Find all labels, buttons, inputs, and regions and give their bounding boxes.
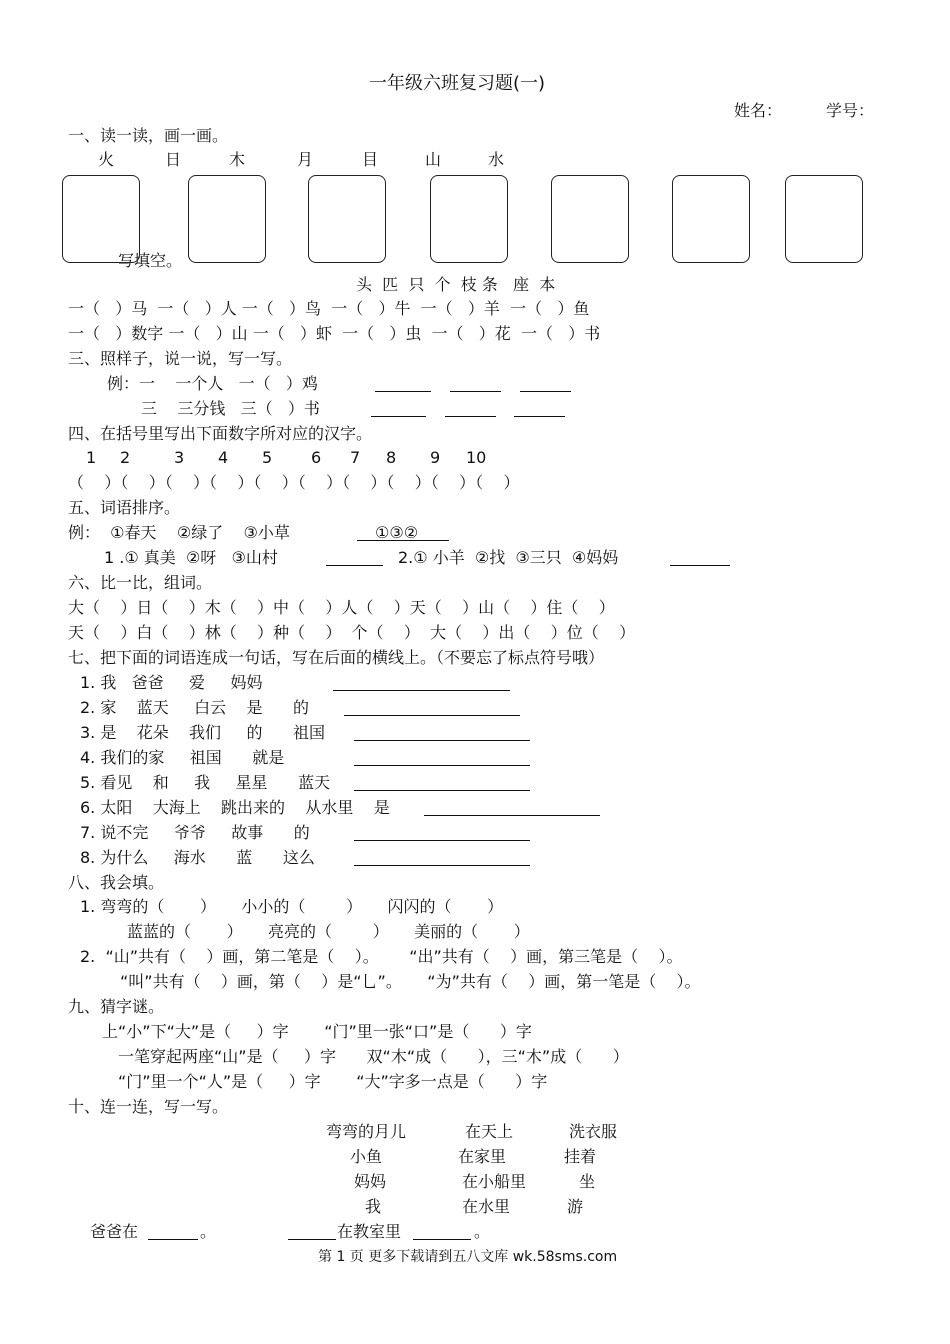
riddle-line-3: “门”里一个“人”是（ ）字 “大”字多一点是（ ）字 bbox=[118, 1072, 548, 1091]
section-3-heading: 三、照样子，说一说，写一写。 bbox=[68, 349, 293, 368]
answer-line[interactable] bbox=[670, 565, 730, 566]
match-middle-4[interactable]: 在水里 bbox=[462, 1197, 511, 1216]
name-label: 姓名： bbox=[734, 101, 783, 120]
char-3: 木 bbox=[229, 150, 246, 169]
answer-line[interactable] bbox=[344, 715, 520, 716]
fill-line-2: 蓝蓝的（ ） 亮亮的（ ） 美丽的（ ） bbox=[127, 922, 530, 941]
section-8-heading: 八、我会填。 bbox=[68, 873, 165, 892]
ordering-question-1: 1 .① 真美 ②呀 ③山村 bbox=[104, 548, 278, 567]
number-3: 3 bbox=[174, 448, 185, 467]
answer-line[interactable] bbox=[354, 865, 530, 866]
section-10-heading: 十、连一连，写一写。 bbox=[68, 1097, 229, 1116]
section-9-heading: 九、猜字谜。 bbox=[68, 997, 165, 1016]
student-id-label: 学号： bbox=[826, 101, 875, 120]
sentence-item-7: 7. 说不完 爷爷 故事 的 bbox=[80, 823, 310, 842]
write-sentence-2-middle: 在教室里 bbox=[337, 1222, 402, 1241]
ordering-question-2: 2.① 小羊 ②找 ③三只 ④妈妈 bbox=[398, 548, 619, 567]
sentence-item-2: 2. 家 蓝天 白云 是 的 bbox=[80, 698, 309, 717]
measure-row-1: 一（ ）马 一（ ）人 一（ ）鸟 一（ ）牛 一（ ）羊 一（ ）鱼 bbox=[68, 299, 590, 318]
answer-line[interactable] bbox=[520, 391, 571, 392]
answer-line[interactable] bbox=[354, 765, 530, 766]
example-line-2: 三 三分钱 三（ ）书 bbox=[141, 399, 320, 418]
riddle-line-2: 一笔穿起两座“山”是（ ）字 双“木“成（ ），三“木”成（ ） bbox=[118, 1047, 629, 1066]
sentence-item-8: 8. 为什么 海水 蓝 这么 bbox=[80, 848, 315, 867]
answer-line[interactable] bbox=[445, 416, 496, 417]
answer-line[interactable] bbox=[326, 565, 383, 566]
write-sentence-2-end: 。 bbox=[474, 1222, 491, 1241]
compare-row-2: 天（ ）白（ ）林（ ）种（ ） 个（ ） 大（ ）出（ ）位（ ） bbox=[68, 623, 636, 642]
number-9: 9 bbox=[430, 448, 441, 467]
number-7: 7 bbox=[350, 448, 361, 467]
answer-line[interactable] bbox=[413, 1239, 471, 1240]
answer-line[interactable] bbox=[424, 815, 600, 816]
section-5-heading: 五、词语排序。 bbox=[68, 498, 181, 517]
fill-line-3: 2. “山”共有（ ）画，第二笔是（ ）。 “出”共有（ ）画，第三笔是（ ）。 bbox=[80, 947, 683, 966]
ordering-example: 例： ①春天 ②绿了 ③小草 bbox=[68, 523, 290, 542]
answer-line[interactable] bbox=[333, 690, 510, 691]
match-right-3[interactable]: 坐 bbox=[579, 1172, 596, 1191]
match-right-4[interactable]: 游 bbox=[567, 1197, 584, 1216]
match-left-4[interactable]: 我 bbox=[365, 1197, 382, 1216]
answer-line[interactable] bbox=[354, 790, 530, 791]
drawing-box-3[interactable] bbox=[308, 175, 386, 263]
match-right-1[interactable]: 洗衣服 bbox=[569, 1122, 618, 1141]
sentence-item-1: 1. 我 爸爸 爱 妈妈 bbox=[80, 673, 263, 692]
measure-row-2: 一（ ）数字 一（ ）山 一（ ）虾 一（ ）虫 一（ ）花 一（ ）书 bbox=[68, 324, 601, 343]
char-5: 目 bbox=[362, 150, 379, 169]
drawing-box-5[interactable] bbox=[551, 175, 629, 263]
page-footer: 第 1 页 更多下载请到五八文库 wk.58sms.com bbox=[318, 1249, 618, 1265]
number-6: 6 bbox=[311, 448, 322, 467]
drawing-box-4[interactable] bbox=[430, 175, 508, 263]
answer-line[interactable] bbox=[357, 540, 449, 541]
sentence-item-5: 5. 看见 和 我 星星 蓝天 bbox=[80, 773, 331, 792]
match-middle-2[interactable]: 在家里 bbox=[458, 1147, 507, 1166]
char-7: 水 bbox=[488, 150, 505, 169]
answer-line[interactable] bbox=[371, 416, 426, 417]
answer-line[interactable] bbox=[375, 391, 431, 392]
match-left-1[interactable]: 弯弯的月儿 bbox=[326, 1122, 407, 1141]
section-7-heading: 七、把下面的词语连成一句话，写在后面的横线上。（不要忘了标点符号哦） bbox=[68, 648, 605, 667]
compare-row-1: 大（ ）日（ ）木（ ）中（ ）人（ ）天（ ）山（ ）住（ ） bbox=[68, 598, 615, 617]
write-sentence-1-prefix: 爸爸在 bbox=[90, 1222, 139, 1241]
number-2: 2 bbox=[120, 448, 131, 467]
answer-line[interactable] bbox=[148, 1239, 198, 1240]
match-middle-1[interactable]: 在天上 bbox=[465, 1122, 514, 1141]
number-1: 1 bbox=[86, 448, 97, 467]
number-5: 5 bbox=[262, 448, 273, 467]
number-answer-parens: （ ）（ ）（ ）（ ）（ ）（ ）（ ）（ ）（ ）（ ） bbox=[68, 473, 520, 492]
char-4: 月 bbox=[297, 150, 314, 169]
number-10: 10 bbox=[466, 448, 487, 467]
fill-line-4: “叫”共有（ ）画，第（ ）是“乚”。 “为”共有（ ）画，第一笔是（ ）。 bbox=[120, 972, 701, 991]
char-2: 日 bbox=[165, 150, 182, 169]
match-left-3[interactable]: 妈妈 bbox=[354, 1172, 387, 1191]
riddle-line-1: 上“小”下“大”是（ ）字 “门”里一张“口”是（ ）字 bbox=[102, 1022, 532, 1041]
answer-line[interactable] bbox=[288, 1239, 336, 1240]
section-1-heading: 一、读一读，画一画。 bbox=[68, 126, 229, 145]
ordering-example-answer: ①③② bbox=[375, 523, 419, 542]
example-line-1: 例：一 一个人 一（ ）鸡 bbox=[107, 374, 318, 393]
section-4-heading: 四、在括号里写出下面数字所对应的汉字。 bbox=[68, 424, 373, 443]
drawing-box-7[interactable] bbox=[785, 175, 863, 263]
section-2-heading: 写填空。 bbox=[118, 251, 183, 270]
match-middle-3[interactable]: 在小船里 bbox=[462, 1172, 527, 1191]
drawing-box-6[interactable] bbox=[672, 175, 750, 263]
sentence-item-4: 4. 我们的家 祖国 就是 bbox=[80, 748, 285, 767]
answer-line[interactable] bbox=[450, 391, 501, 392]
answer-line[interactable] bbox=[354, 840, 530, 841]
answer-line[interactable] bbox=[514, 416, 565, 417]
drawing-box-1[interactable] bbox=[62, 175, 140, 263]
char-1: 火 bbox=[98, 150, 115, 169]
number-4: 4 bbox=[218, 448, 229, 467]
number-8: 8 bbox=[386, 448, 397, 467]
fill-line-1: 1. 弯弯的（ ） 小小的（ ） 闪闪的（ ） bbox=[80, 897, 504, 916]
sentence-item-6: 6. 太阳 大海上 跳出来的 从水里 是 bbox=[80, 798, 390, 817]
sentence-item-3: 3. 是 花朵 我们 的 祖国 bbox=[80, 723, 325, 742]
char-6: 山 bbox=[425, 150, 442, 169]
match-left-2[interactable]: 小鱼 bbox=[350, 1147, 383, 1166]
page-title: 一年级六班复习题(一) bbox=[369, 73, 546, 94]
write-sentence-1-end: 。 bbox=[200, 1222, 217, 1241]
section-6-heading: 六、比一比，组词。 bbox=[68, 573, 213, 592]
drawing-box-2[interactable] bbox=[188, 175, 266, 263]
answer-line[interactable] bbox=[354, 740, 530, 741]
measure-words: 头 匹 只 个 枝 条 座 本 bbox=[356, 275, 556, 294]
match-right-2[interactable]: 挂着 bbox=[564, 1147, 597, 1166]
